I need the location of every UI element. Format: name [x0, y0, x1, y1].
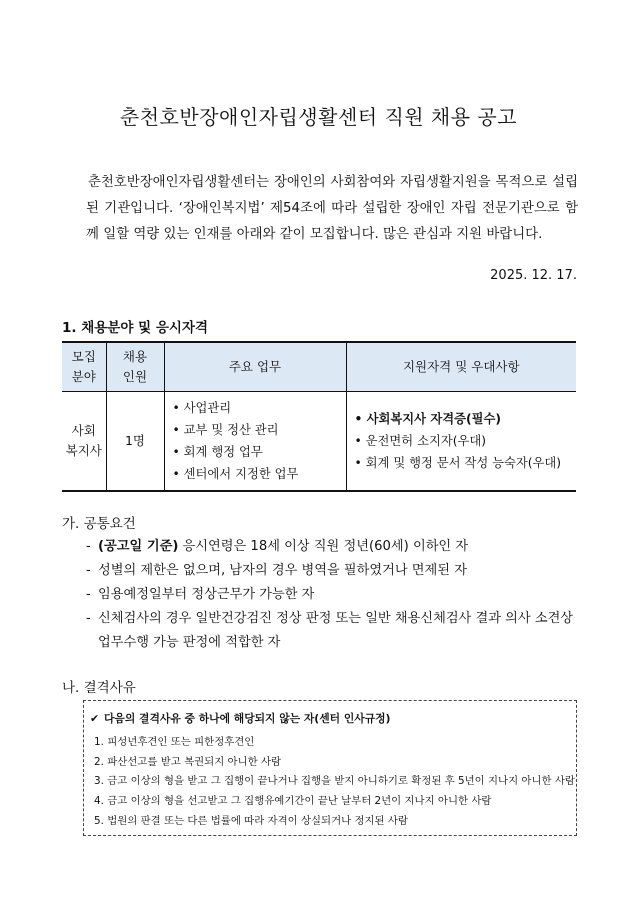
list-item	[86, 583, 586, 607]
subsection-heading-disqualification: 나. 결격사유	[62, 680, 136, 696]
recruitment-table	[62, 341, 576, 492]
header-field	[62, 342, 106, 392]
header-field-line1: 모집	[71, 349, 96, 364]
list-item	[86, 607, 586, 655]
section-heading-recruitment: 1. 채용분야 및 응시자격	[62, 320, 208, 336]
duty-item: • 교부 및 정산 관리	[172, 423, 279, 437]
table-row	[62, 392, 576, 492]
header-count-line1: 채용	[122, 349, 148, 364]
item-text: 성별의 제한은 없으며, 남자의 경우 병역을 필하였거나 면제된 자	[98, 563, 467, 578]
header-field-line2: 분야	[71, 369, 96, 384]
duty-item: • 센터에서 지정한 업무	[172, 467, 299, 481]
cell-quals	[346, 392, 576, 492]
duty-item: • 회계 행정 업무	[172, 445, 263, 459]
cell-count: 1명	[106, 392, 164, 492]
dash-bullet: -	[86, 587, 91, 602]
checkmark-icon: ✔	[90, 712, 100, 725]
list-item: 1. 피성년후견인 또는 피한정후견인	[94, 736, 255, 748]
cell-field-line1: 사회	[71, 423, 96, 438]
list-item: 2. 파산선고를 받고 복권되지 아니한 사람	[94, 755, 282, 768]
qual-item-required: • 사회복지사 자격증(필수)	[354, 412, 501, 426]
item-emphasis: (공고일 기준)	[98, 539, 179, 554]
dash-bullet: -	[86, 539, 91, 554]
disqualification-list	[94, 733, 575, 832]
cell-field	[62, 392, 106, 492]
list-item: 4. 금고 이상의 형을 선고받고 그 집행유예기간이 끝난 날부터 2년이 지나지 아니한 사람	[94, 795, 492, 808]
box-heading-text: 다음의 결격사유 중 하나에 해당되지 않는 자(센터 인사규정)	[104, 712, 391, 725]
header-count	[106, 342, 164, 392]
box-heading	[90, 711, 391, 726]
header-duties: 주요 업무	[164, 342, 346, 392]
page-title: 춘천호반장애인자립생활센터 직원 채용 공고	[119, 105, 518, 129]
list-item	[86, 559, 586, 583]
header-quals: 지원자격 및 우대사항	[346, 342, 576, 392]
list-item: 5. 법원의 판결 또는 다른 법률에 따라 자격이 상실되거나 정지된 사람	[94, 814, 408, 827]
announcement-date: 2025. 12. 17.	[490, 268, 577, 283]
disqualification-box	[83, 700, 577, 836]
dash-bullet: -	[86, 611, 91, 626]
qual-item: • 운전면허 소지자(우대)	[354, 434, 487, 448]
header-count-line2: 인원	[122, 369, 148, 384]
qual-item: • 회계 및 행정 문서 작성 능숙자(우대)	[354, 456, 562, 470]
duty-item: • 사업관리	[172, 401, 232, 415]
item-text: 응시연령은 18세 이상 직원 정년(60세) 이하인 자	[178, 539, 469, 554]
cell-field-line2: 복지사	[65, 443, 102, 458]
general-requirements-list	[86, 535, 586, 655]
intro-paragraph: 춘천호반장애인자립생활센터는 장애인의 사회참여와 자립생활지원을 목적으로 설립된 기관입니다. ‘장애인복지법’ 제54조에 따라 설립한 장애인 자립 전문기관으로 함께 일할 역량 있는 인재를 아래와 같이 모집합니다. 많은 관심과 지원 바랍니다.	[86, 175, 578, 242]
list-item: 3. 금고 이상의 형을 받고 그 집행이 끝나거나 집행을 받지 아니하기로 확정된 후 5년이 지나지 아니한 사람	[94, 775, 575, 788]
table-header-row	[62, 342, 576, 392]
item-text: 신체검사의 경우 일반건강검진 정상 판정 또는 일반 채용신체검사 결과 의사 소견상 업무수행 가능 판정에 적합한 자	[98, 611, 574, 650]
dash-bullet: -	[86, 563, 91, 578]
subsection-heading-general: 가. 공통요건	[62, 516, 136, 532]
item-text: 임용예정일부터 정상근무가 가능한 자	[98, 587, 315, 602]
cell-duties	[164, 392, 346, 492]
list-item	[86, 535, 586, 559]
